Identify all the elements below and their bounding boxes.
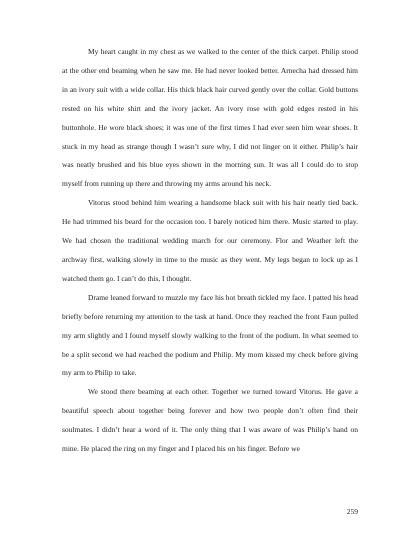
- paragraph: My heart caught in my chest as we walked to the center of the thick carpet. Philip stood at the other end beaming when he saw me. He had never looked better. Arnecha had dressed him in an ivory suit with a wide collar. His thick black hair curved gently over the collar. Gold buttons rested on his white shirt and the ivory jacket. An ivory rose with gold edges rested in his buttonhole. He wore black shoes; it was one of the first times I had ever seen him wear shoes. It stuck in my head as strange though I wasn’t sure why, I did not linger on it either. Philip’s hair was neatly brushed and his blue eyes shown in the morning sun. It was all I could do to stop myself from running up there and throwing my arms around his neck.: [62, 47, 358, 189]
- paragraph: We stood there beaming at each other. Together we turned toward Vitorus. He gave a beautiful speech about together being forever and how two people don’t often find their soulmates. I didn’t hear a word of it. The only thing that I was aware of was Philip’s hand on mine. He placed the ring on my finger and I placed his on his finger. Before we: [62, 387, 358, 454]
- paragraph: Vitorus stood behind him wearing a handsome black suit with his hair neatly tied back. He had trimmed his beard for the occasion too. I barely noticed him there. Music started to play. We had chosen the traditional wedding march for our ceremony. Flor and Weather left the archway first, walking slowly in time to the music as they went. My legs began to lock up as I watched them go. I can’t do this, I thought.: [62, 198, 358, 283]
- paragraph: Drame leaned forward to muzzle my face his hot breath tickled my face. I patted his head briefly before returning my attention to the task at hand. Once they reached the front Faun pulled my arm slightly and I found myself slowly walking to the front of the podium. In what seemed to be a split second we had reached the podium and Philip. My mom kissed my check before giving my arm to Philip to take.: [62, 292, 358, 378]
- page-number: 259: [346, 507, 358, 516]
- body-text: [62, 43, 358, 459]
